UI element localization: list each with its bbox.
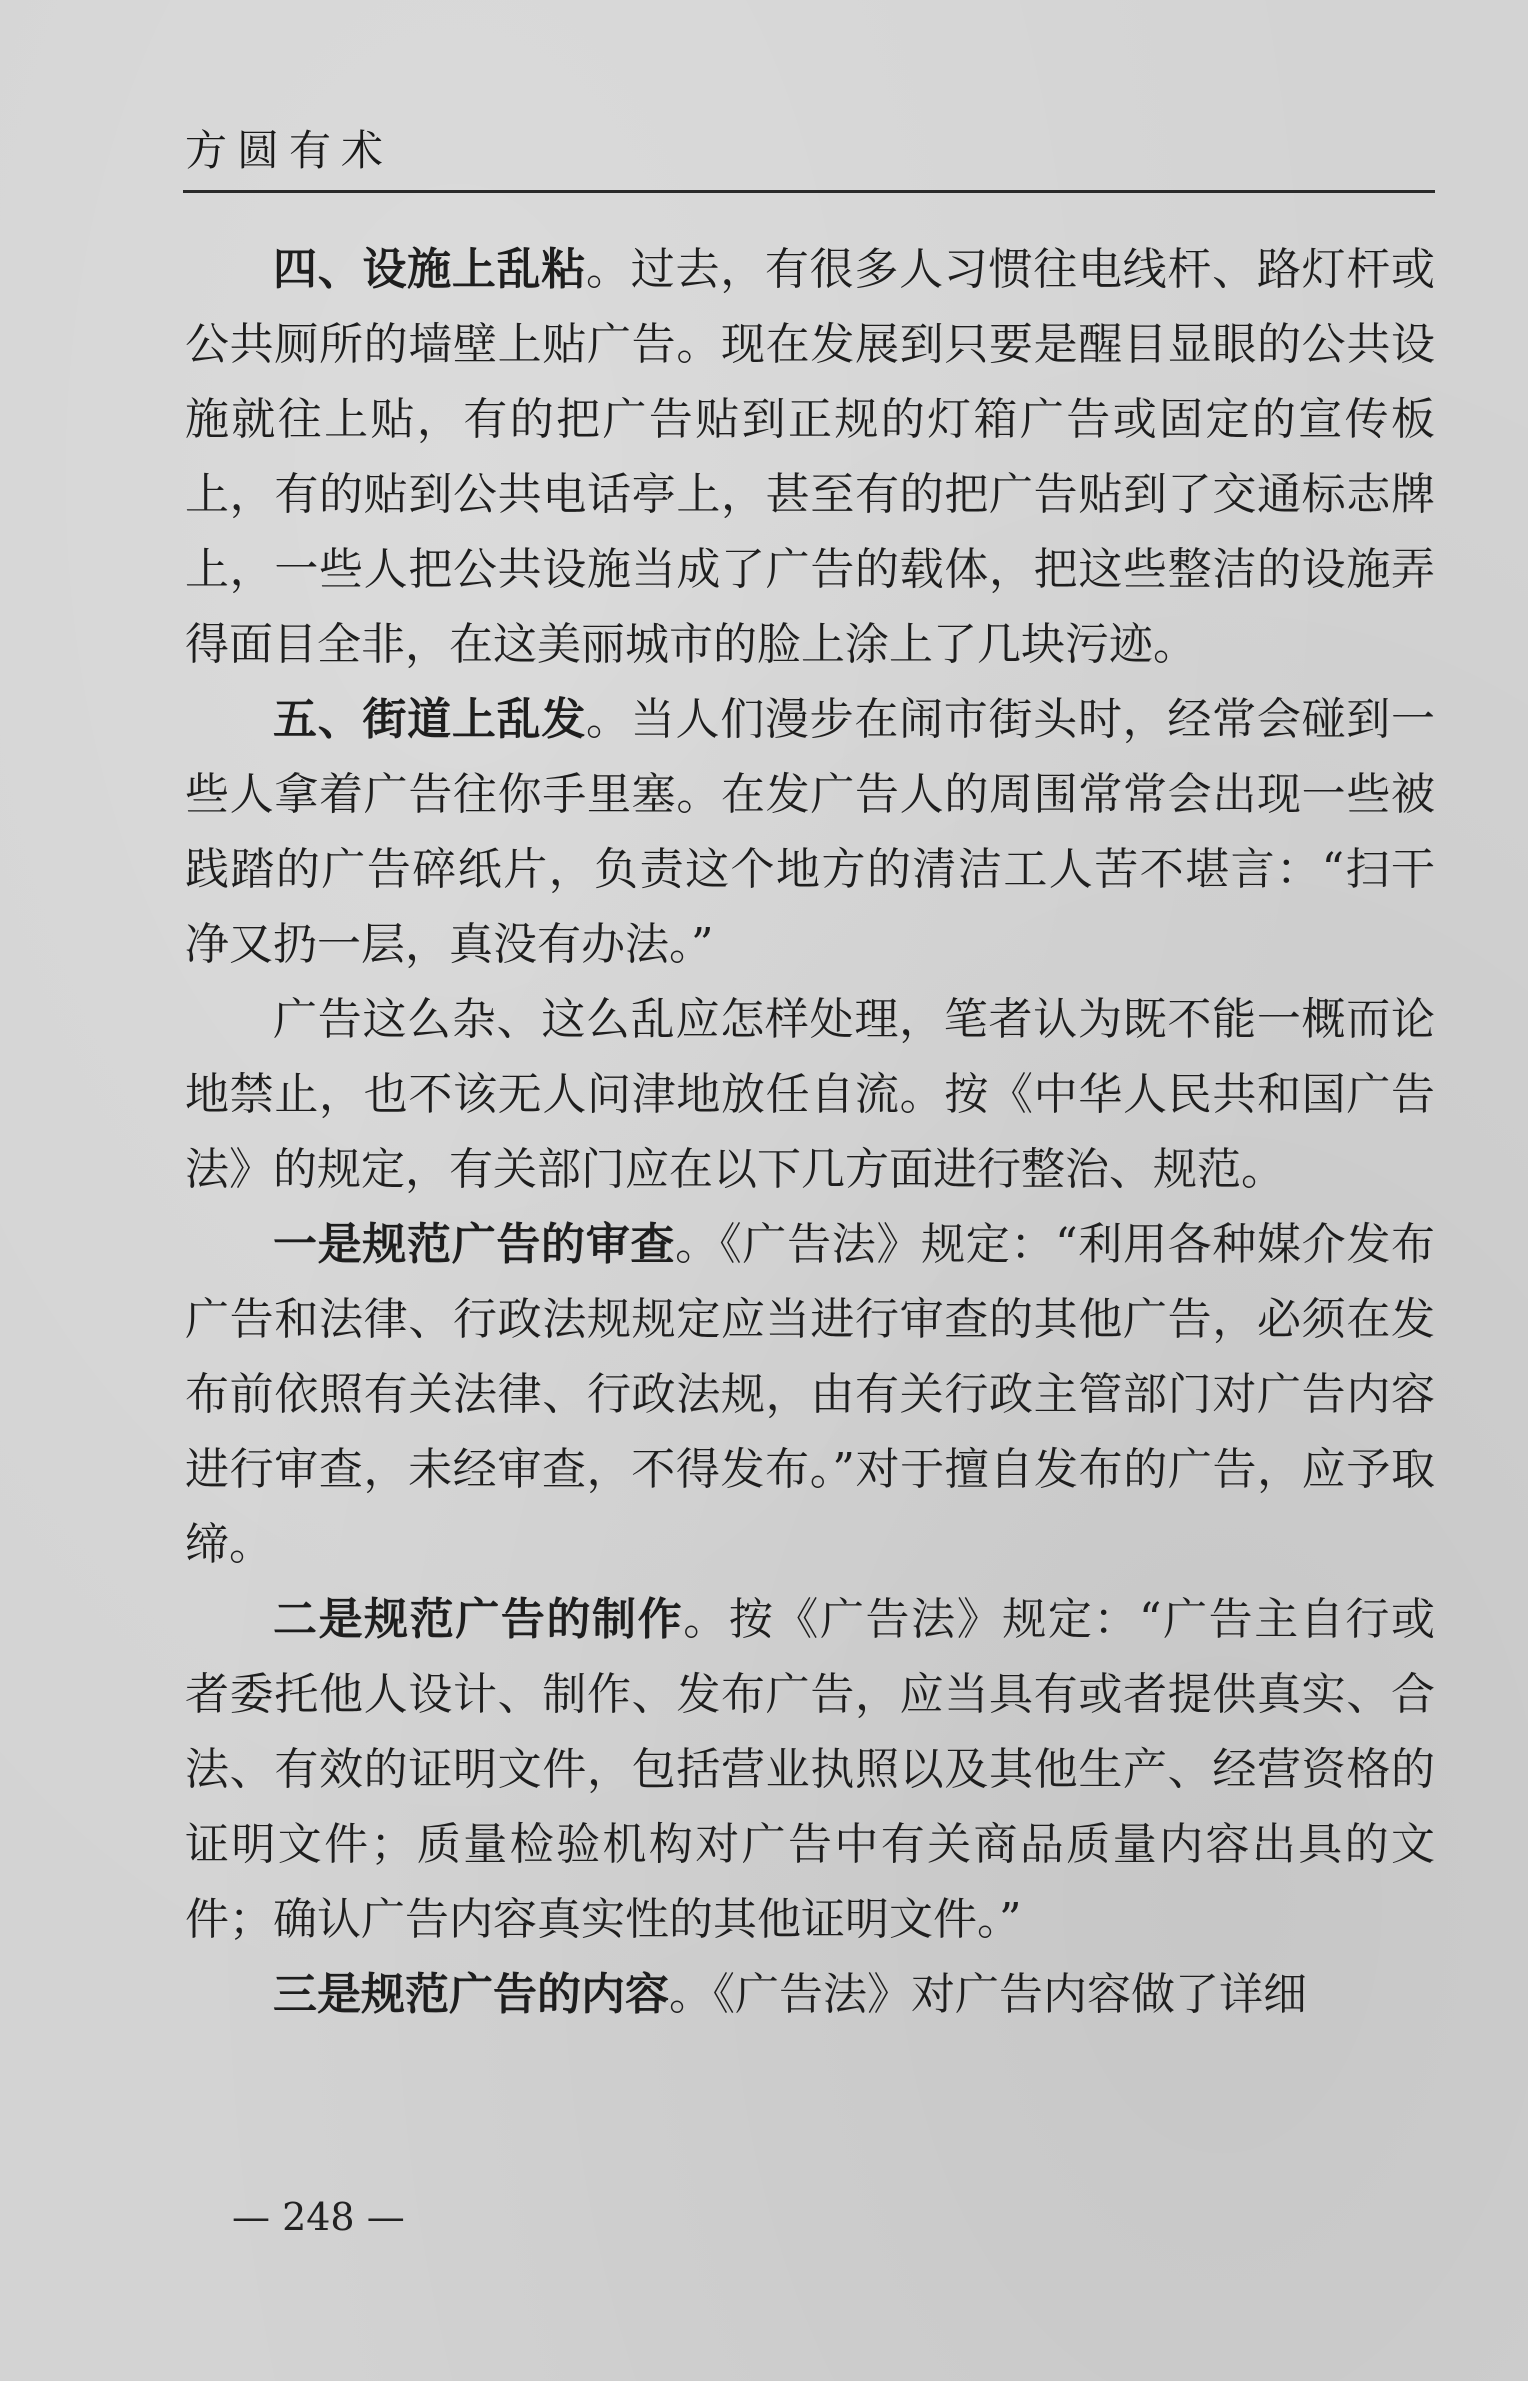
paragraph-text: 。过去，有很多人习惯往电线杆、路灯杆或公共厕所的墙壁上贴广告。现在发展到只要是醒目显眼的公共设施就往上贴，有的把广告贴到正规的灯箱广告或固定的宣传板上，有的贴到公共电话亭上，甚至有的把广告贴到了交通标志牌上，一些人把公共设施当成了广告的载体，把这些整洁的设施弄得面目全非，在这美丽城市的脸上涂上了几块污迹。 <box>185 244 1436 670</box>
paragraph-lead: 一是规范广告的审查 <box>273 1219 676 1270</box>
paragraph <box>185 1207 1435 1582</box>
paragraph <box>185 982 1435 1207</box>
body-text <box>185 232 1435 2032</box>
paragraph-text: 。按《广告法》规定：“广告主自行或者委托他人设计、制作、发布广告，应当具有或者提供真实、合法、有效的证明文件，包括营业执照以及其他生产、经营资格的证明文件；质量检验机构对广告中有关商品质量内容出具的文件；确认广告内容真实性的其他证明文件。” <box>185 1594 1436 1945</box>
paragraph <box>185 1957 1435 2032</box>
header-rule <box>183 190 1435 193</box>
paragraph-lead: 五、街道上乱发 <box>273 694 587 745</box>
paragraph-text: 。《广告法》对广告内容做了详细 <box>669 1969 1307 2020</box>
running-header: 方圆有术 <box>185 126 394 175</box>
paragraph-text: 广告这么杂、这么乱应怎样处理，笔者认为既不能一概而论地禁止，也不该无人问津地放任自流。按《中华人民共和国广告法》的规定，有关部门应在以下几方面进行整治、规范。 <box>185 994 1435 1195</box>
paragraph <box>185 1582 1435 1957</box>
paragraph-lead: 二是规范广告的制作 <box>273 1594 684 1645</box>
paragraph <box>185 232 1435 682</box>
paragraph-text: 。《广告法》规定：“利用各种媒介发布广告和法律、行政法规规定应当进行审查的其他广告，必须在发布前依照有关法律、行政法规，由有关行政主管部门对广告内容进行审查，未经审查，不得发布。”对于擅自发布的广告，应予取缔。 <box>185 1219 1435 1570</box>
paragraph <box>185 682 1435 982</box>
paragraph-lead: 四、设施上乱粘 <box>273 244 587 295</box>
paragraph-text: 。当人们漫步在闹市街头时，经常会碰到一些人拿着广告往你手里塞。在发广告人的周围常常会出现一些被践踏的广告碎纸片，负责这个地方的清洁工人苦不堪言：“扫干净又扔一层，真没有办法。” <box>185 694 1436 970</box>
page-number: — 248 — <box>232 2195 405 2239</box>
paragraph-lead: 三是规范广告的内容 <box>273 1969 669 2020</box>
